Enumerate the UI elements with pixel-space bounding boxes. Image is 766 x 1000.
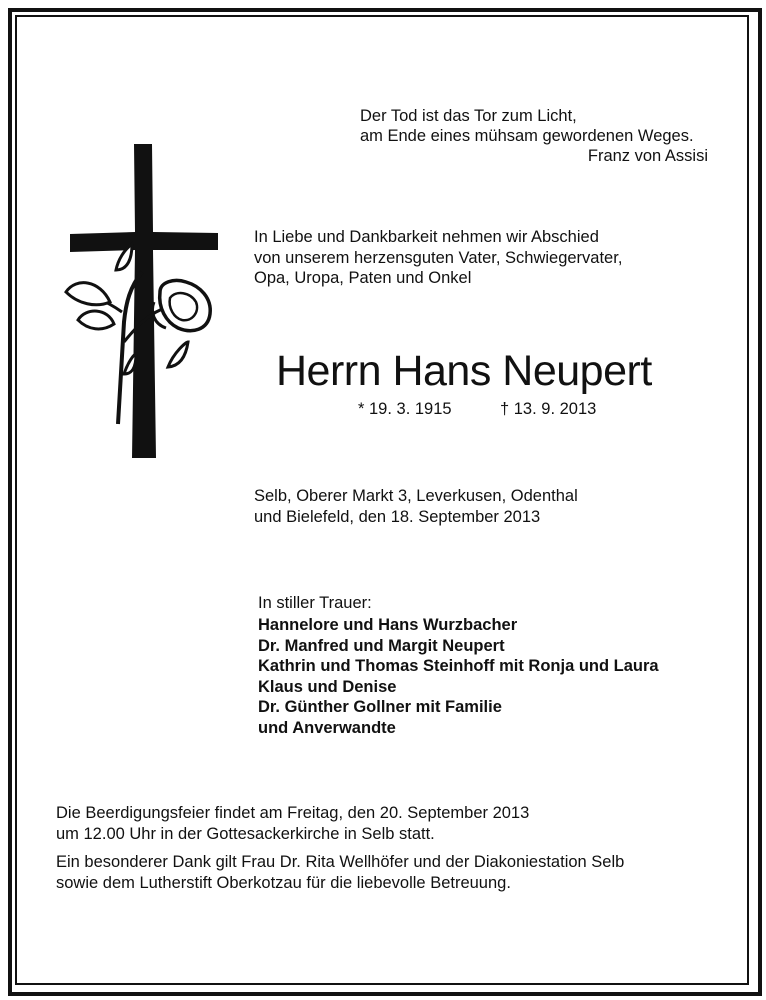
mourner-name: Dr. Manfred und Margit Neupert bbox=[258, 636, 505, 655]
intro-line-2: von unserem herzensguten Vater, Schwiegervater, bbox=[254, 248, 623, 267]
deceased-name: Herrn Hans Neupert bbox=[276, 347, 652, 395]
quote-line-1: Der Tod ist das Tor zum Licht, bbox=[360, 107, 577, 125]
mourners-list bbox=[258, 615, 659, 738]
mourner-name: und Anverwandte bbox=[258, 718, 396, 737]
intro-line-1: In Liebe und Dankbarkeit nehmen wir Abschied bbox=[254, 228, 599, 246]
quote-author: Franz von Assisi bbox=[587, 147, 708, 165]
thanks-line-2: sowie dem Lutherstift Oberkotzau für die liebevolle Betreuung. bbox=[56, 873, 511, 892]
death-date: † 13. 9. 2013 bbox=[500, 400, 597, 418]
cross-with-rose-icon bbox=[58, 142, 218, 462]
place-and-date bbox=[254, 486, 578, 527]
place-line-2: und Bielefeld, den 18. September 2013 bbox=[254, 507, 541, 526]
funeral-line-2: um 12.00 Uhr in der Gottesackerkirche in Selb statt. bbox=[56, 824, 435, 843]
mourning-heading: In stiller Trauer: bbox=[258, 594, 372, 612]
mourner-name: Kathrin und Thomas Steinhoff mit Ronja und Laura bbox=[258, 657, 659, 675]
quote-line-2: am Ende eines mühsam gewordenen Weges. bbox=[360, 127, 694, 145]
funeral-line-1: Die Beerdigungsfeier findet am Freitag, den 20. September 2013 bbox=[56, 804, 530, 822]
intro-line-3: Opa, Uropa, Paten und Onkel bbox=[254, 269, 472, 287]
mourner-name: Klaus und Denise bbox=[258, 677, 397, 696]
birth-date: * 19. 3. 1915 bbox=[358, 400, 452, 418]
mourner-name: Dr. Günther Gollner mit Familie bbox=[258, 698, 502, 716]
funeral-notice bbox=[56, 803, 529, 844]
intro-text bbox=[254, 227, 622, 289]
place-line-1: Selb, Oberer Markt 3, Leverkusen, Odenthal bbox=[254, 487, 578, 505]
thanks-notice bbox=[56, 852, 624, 893]
mourner-name: Hannelore und Hans Wurzbacher bbox=[258, 616, 518, 634]
thanks-line-1: Ein besonderer Dank gilt Frau Dr. Rita Wellhöfer und der Diakoniestation Selb bbox=[56, 853, 625, 871]
